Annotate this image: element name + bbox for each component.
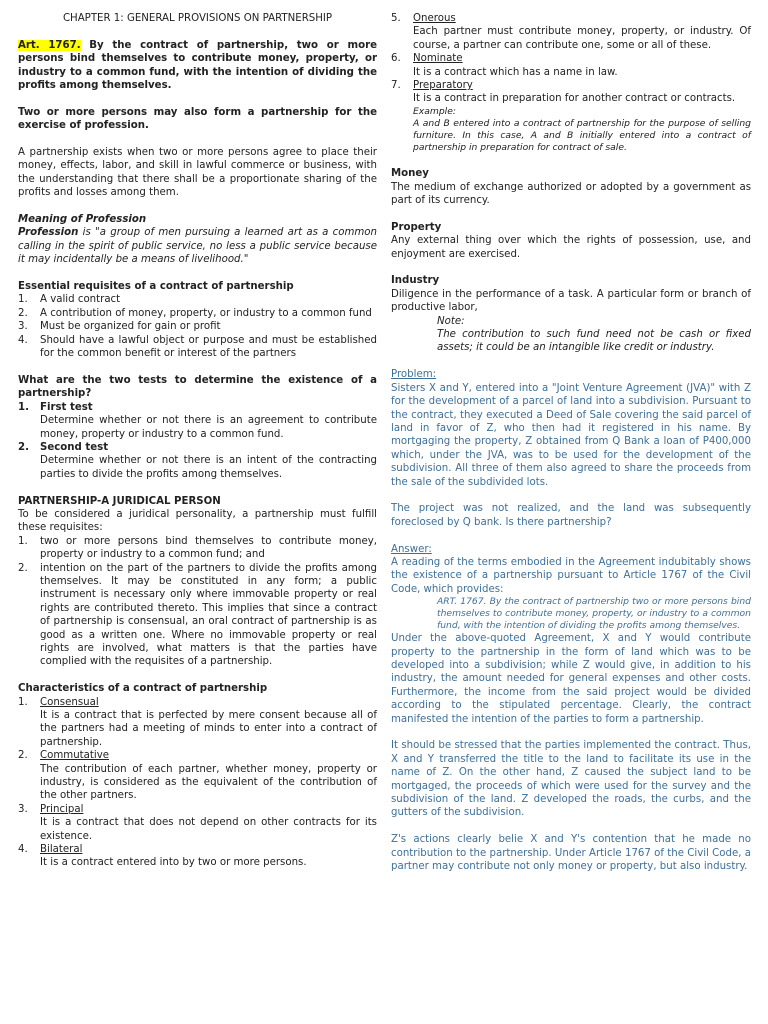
characteristic-description: The contribution of each partner, whether money, property or industry, is considered as the equivalent of the contribution of the other partners. [40, 763, 377, 802]
characteristic-description: It is a contract which has a name in law. [413, 66, 618, 78]
characteristics-heading: Characteristics of a contract of partnership [18, 683, 268, 695]
example-label: Example: [413, 105, 456, 117]
list-item: 1. First test [18, 401, 93, 413]
characteristic-description: It is a contract that is perfected by mere consent because all of the partners had a meeting of minds to enter into a contract of partnership. [40, 710, 377, 748]
characteristic-description: It is a contract entered into by two or more persons. [40, 857, 307, 869]
money-heading: Money [391, 168, 429, 180]
list-item: 2. Second test [18, 441, 109, 453]
profession-term: Profession [18, 227, 79, 239]
example-text: A and B entered into a contract of partnership for the purpose of selling furniture. In this case, A and B initially entered into a contract of partnership in preparation for contract of sale. [413, 117, 751, 153]
article-1767 [18, 39, 377, 93]
industry-definition: Diligence in the performance of a task. A particular form or branch of productive labor, [391, 288, 751, 314]
juridical-intro: To be considered a juridical personality, a partnership must fulfill these requisites: [18, 508, 377, 534]
industry-heading: Industry [391, 275, 440, 287]
list-item: 4. Should have a lawful object or purpose and must be established for the common benefit or interest of the partners [18, 334, 377, 360]
money-definition: The medium of exchange authorized or adopted by a government as part of its currency. [391, 181, 751, 207]
tests-heading: What are the two tests to determine the existence of a partnership? [18, 374, 377, 400]
test-description: Determine whether or not there is an intent of the contracting parties to divide the profits among themselves. [40, 455, 377, 480]
note-label: Note: [437, 315, 465, 327]
right-column [391, 12, 751, 873]
requisites-list [18, 293, 377, 360]
list-item: 7. Preparatory [391, 80, 473, 92]
problem-section [391, 368, 751, 873]
answer-paragraph: It should be stressed that the parties implemented the contract. Thus, X and Y transferred the title to the land to facilitate its use in the name of Z. On the other hand, Z caused the subject land to be mortgaged, the proceeds of which were used for the survey and the subdivision of the land. Z developed the roads, the curbs, and the gutters of the subdivision. [391, 740, 751, 819]
problem-label: Problem: [391, 369, 437, 381]
list-item: 3. Must be organized for gain or profit [18, 321, 221, 333]
list-item: 1. A valid contract [18, 294, 121, 306]
profession-def-text: is "a group of men pursuing a learned art as a common calling in the spirit of public service, no less a public service because it may incidentally be a means of livelihood." [18, 227, 377, 266]
answer-quote: ART. 1767. By the contract of partnership two or more persons bind themselves to contribute money, property, or industry to a common fund, with the intention of dividing the profits among themselves. [437, 596, 751, 632]
problem-question: The project was not realized, and the land was subsequently foreclosed by Q bank. Is there partnership? [391, 503, 751, 528]
tests-list [18, 401, 377, 481]
characteristic-description: It is a contract in preparation for another contract or contracts. [413, 93, 736, 105]
answer-paragraph: Under the above-quoted Agreement, X and Y would contribute property to the partnership in the form of land which was to be developed into a subdivision; while Z would give, in addition to his industry, the amount needed for general expenses and other costs. Furthermore, the income from the said project would be divided according to the stipulated percentage. Clearly, the contract manifested the intention of the parties to form a partnership. [391, 633, 751, 725]
list-item: 2. Commutative [18, 750, 110, 762]
profession-paragraph: Two or more persons may also form a partnership for the exercise of profession. [18, 106, 377, 132]
note-text: The contribution to such fund need not be cash or fixed assets; it could be an intangible like credit or industry. [437, 329, 751, 354]
property-definition: Any external thing over which the rights of possession, use, and enjoyment are exercised. [391, 235, 751, 260]
list-item: 5. Onerous [391, 13, 456, 24]
list-item: 6. Nominate [391, 53, 463, 65]
answer-intro: A reading of the terms embodied in the Agreement indubitably shows the existence of a partnership pursuant to Article 1767 of the Civil Code, which provides: [391, 556, 751, 595]
answer-label: Answer: [391, 543, 432, 555]
juridical-list [18, 535, 377, 669]
meaning-heading: Meaning of Profession [18, 214, 147, 226]
chapter-title: CHAPTER 1: GENERAL PROVISIONS ON PARTNERSHIP [62, 13, 333, 24]
juridical-heading: PARTNERSHIP-A JURIDICAL PERSON [18, 495, 221, 507]
characteristic-description: Each partner must contribute money, property, or industry. Of course, a partner can contribute one, some or all of these. [413, 26, 751, 51]
characteristics-list [18, 696, 377, 870]
profession-definition [18, 226, 377, 266]
test-description: Determine whether or not there is an agreement to contribute money, property or industry to a common fund. [40, 415, 377, 440]
list-item: 3. Principal [18, 803, 84, 815]
partnership-exists-paragraph: A partnership exists when two or more persons agree to place their money, effects, labor, and skill in lawful commerce or business, with the understanding that there shall be a proportionate sharing of the profits and losses among them. [18, 147, 377, 199]
list-item: 2. A contribution of money, property, or industry to a common fund [18, 307, 372, 319]
problem-text: Sisters X and Y, entered into a "Joint Venture Agreement (JVA)" with Z for the development of a parcel of land into a subdivision. Pursuant to the contract, they executed a Deed of Sale covering the said parcel of land in favor of Z, who then had it registered in his name. By mortgaging the property, Z obtained from Q Bank a loan of P400,000 which, under the JVA, was to be used for the development of the subdivision. All three of them also agreed to share the proceeds from the sale of the subdivided lots. [391, 382, 751, 488]
answer-paragraph: Z's actions clearly belie X and Y's contention that he made no contribution to the partnership. Under Article 1767 of the Civil Code, a partner may contribute not only money or property, but also industry. [391, 834, 751, 873]
requisites-heading: Essential requisites of a contract of partnership [18, 281, 294, 293]
list-item: 2. intention on the part of the partners to divide the profits among themselves. It may be constituted in any form; a public instrument is necessary only where immovable property or real rights are contributed thereto. This implies that since a contract of partnership is consensual, an oral contract of partnership is as good as a written one. Where no immovable property or real rights are involved, what matters is that the parties have complied with the requisites of a partnership. [18, 562, 377, 668]
left-column [18, 12, 377, 870]
characteristic-description: It is a contract that does not depend on other contracts for its existence. [40, 817, 377, 842]
list-item: 4. Bilateral [18, 844, 83, 856]
property-heading: Property [391, 221, 442, 233]
article-label: Art. 1767. [18, 39, 81, 51]
list-item: 1. Consensual [18, 696, 99, 708]
list-item: 1. two or more persons bind themselves to contribute money, property or industry to a common fund; and [18, 535, 377, 561]
article-text: By the contract of partnership, two or more persons bind themselves to contribute money, property, or industry to a common fund, with the intention of dividing the profits among themselves. [18, 39, 378, 92]
characteristics-list-continued [391, 12, 751, 154]
